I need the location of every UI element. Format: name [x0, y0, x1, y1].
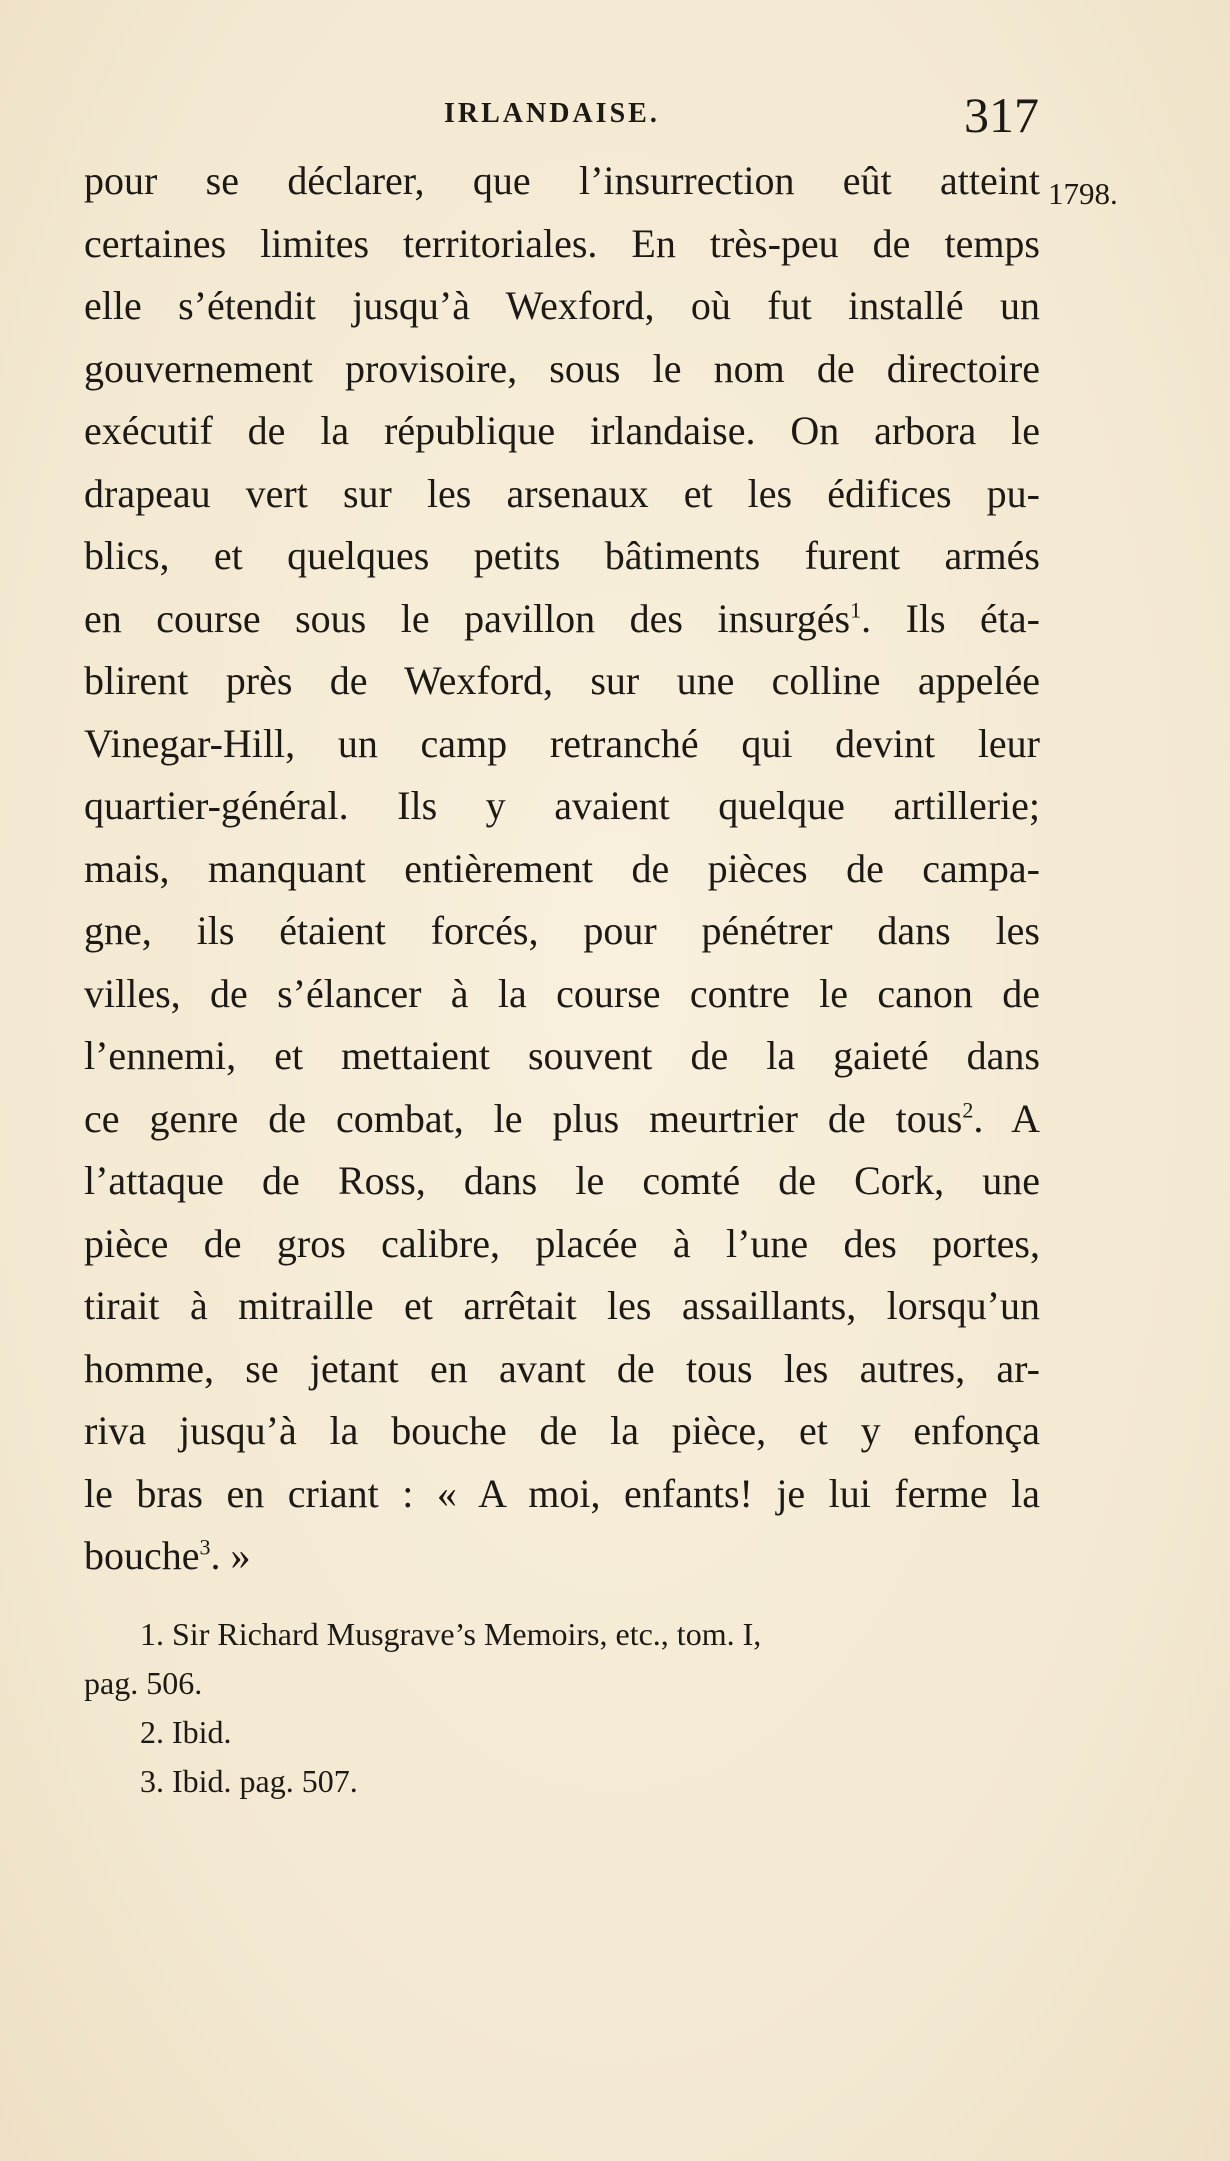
text-line: tirait à mitraille et arrêtait les assaillants, lorsqu’un — [84, 1283, 1040, 1328]
text-line: drapeau vert sur les arsenaux et les édifices pu- — [84, 470, 1040, 516]
page-number: 317 — [964, 87, 1039, 143]
footnote-ref-1: 1 — [850, 597, 862, 623]
text-line: riva jusqu’à la bouche de la pièce, et y enfonça — [84, 1408, 1040, 1453]
text-line: l’attaque de Ross, dans le comté de Cork, une — [84, 1158, 1040, 1203]
line-tail: . » — [210, 1533, 251, 1578]
text-line-with-note-1 — [84, 588, 1040, 651]
text-line: l’ennemi, et mettaient souvent de la gaieté dans — [84, 1033, 1040, 1078]
text-line: certaines limites territoriales. En très-peu de temps — [84, 220, 1040, 266]
text-line: elle s’étendit jusqu’à Wexford, où fut installé un — [84, 283, 1040, 328]
line-tail: . A — [973, 1095, 1040, 1141]
text-line: villes, de s’élancer à la course contre le canon de — [84, 970, 1040, 1016]
footnotes — [84, 1610, 1040, 1806]
text-line-with-note-3 — [84, 1525, 1040, 1588]
body-text — [84, 150, 1040, 1588]
text-line: pièce de gros calibre, placée à l’une des portes, — [84, 1220, 1040, 1266]
footnote-1-continued: pag. 506. — [84, 1665, 203, 1701]
text-line-with-note-2 — [84, 1088, 1040, 1151]
line-text: en course sous le pavillon des insurgés — [84, 595, 851, 641]
text-line: exécutif de la république irlandaise. On arbora le — [84, 408, 1040, 453]
footnote-3: 3. Ibid. pag. 507. — [140, 1763, 358, 1799]
text-line: blics, et quelques petits bâtiments furent armés — [84, 533, 1040, 578]
footnote-2: 2. Ibid. — [140, 1714, 232, 1750]
running-head: IRLANDAISE. — [444, 98, 660, 129]
margin-year: 1798. — [1048, 176, 1118, 211]
line-text: bouche — [84, 1533, 200, 1578]
text-line: pour se déclarer, que l’insurrection eût atteint — [84, 158, 1040, 203]
footnote-1: 1. Sir Richard Musgrave’s Memoirs, etc., tom. I, — [140, 1616, 762, 1652]
footnote-ref-2: 2 — [962, 1097, 974, 1123]
text-line: gouvernement provisoire, sous le nom de directoire — [84, 345, 1040, 391]
text-line: le bras en criant : « A moi, enfants! je lui ferme la — [84, 1470, 1040, 1516]
text-line: gne, ils étaient forcés, pour pénétrer dans les — [84, 908, 1040, 953]
footnote-ref-3: 3 — [199, 1534, 211, 1560]
text-line: homme, se jetant en avant de tous les autres, ar- — [84, 1345, 1040, 1391]
text-line: quartier-général. Ils y avaient quelque artillerie; — [84, 783, 1040, 828]
line-text: ce genre de combat, le plus meurtrier de tous — [84, 1095, 963, 1141]
text-line: mais, manquant entièrement de pièces de campa- — [84, 845, 1040, 891]
line-tail: . Ils éta- — [861, 595, 1040, 641]
text-line: Vinegar-Hill, un camp retranché qui devint leur — [84, 720, 1040, 766]
text-line: blirent près de Wexford, sur une colline appelée — [84, 658, 1040, 703]
